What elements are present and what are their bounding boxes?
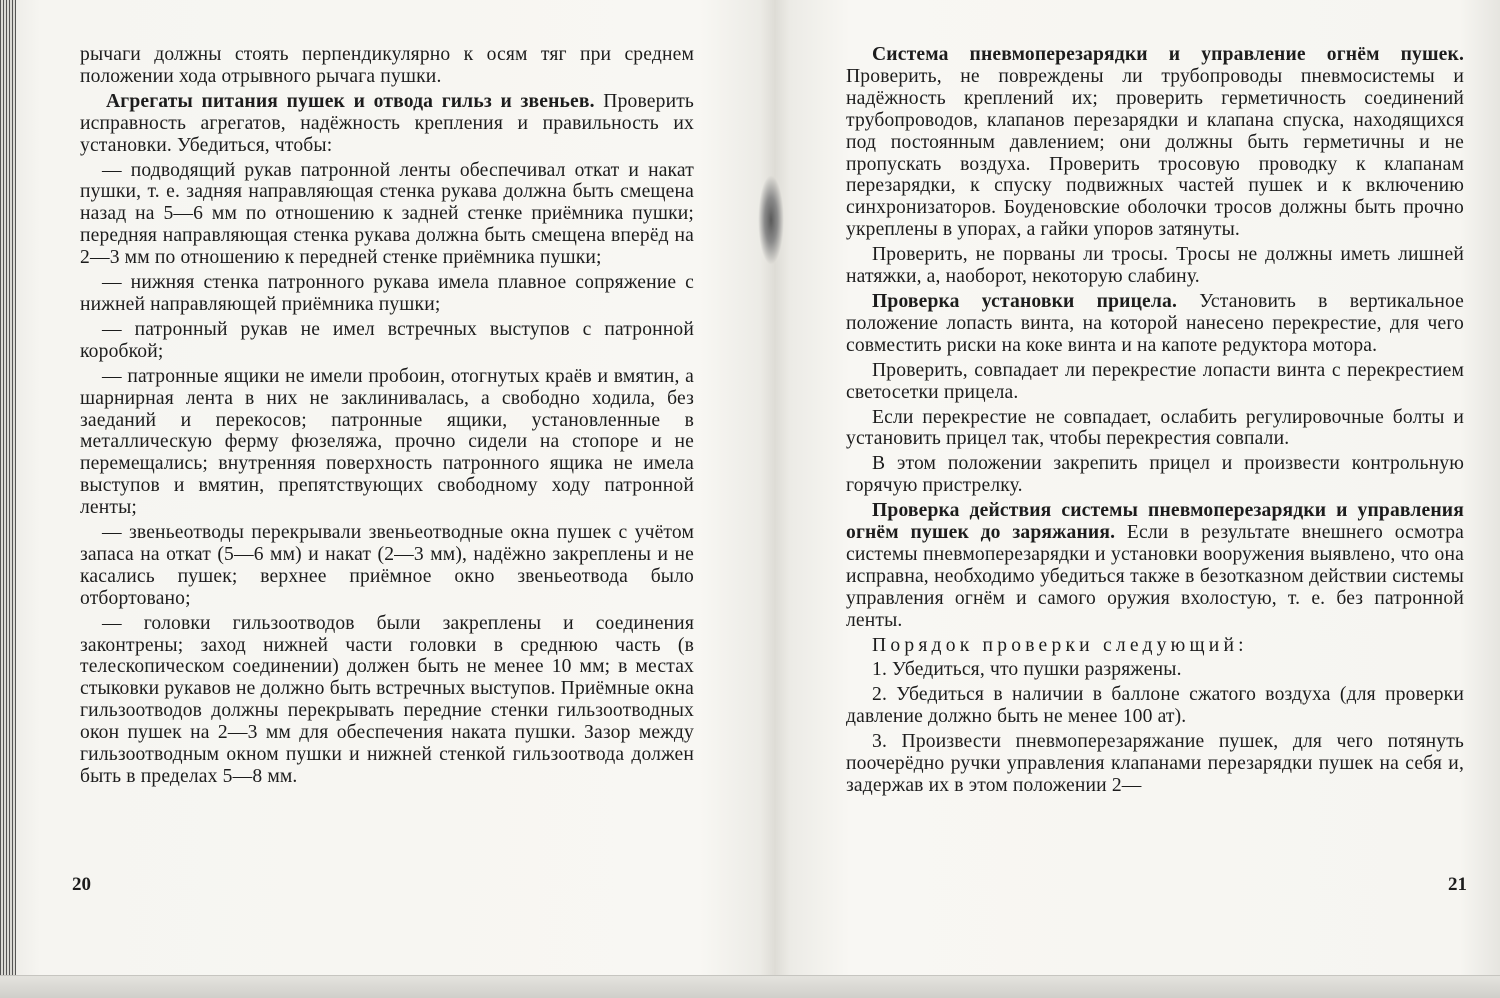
paragraph [80,91,694,157]
procedure-heading: Порядок проверки следующий: [872,634,1248,656]
paragraph-text: Если в результате внешнего осмотра системы пневмоперезарядки и установки вооружения выявлено, что она исправна, необходимо убедиться также в безотказном действии системы управления огнём и самого оружия вхолостую, т. е. без патронной ленты. [846,522,1464,631]
step-item: 1. Убедиться, что пушки разряжены. [872,659,1182,681]
step-item: 3. Произвести пневмоперезаряжание пушек, для чего потянуть поочерёдно ручки управления клапанами перезарядки пушек на себя и, задержав их в этом положении 2— [846,731,1464,796]
paragraph-text: Установить в вертикальное положение лопасть винта, на которой нанесено перекрестие, для чего совместить риски на коке винта и на капоте редуктора мотора. [846,290,1465,356]
section-heading: Проверка действия системы пневмоперезарядки и управления огнём пушек до заряжания. [846,500,1464,544]
list-item: — нижняя стенка патронного рукава имела плавное сопряжение с нижней направляющей приёмника пушки; [80,272,694,315]
page-number-right: 21 [1448,874,1467,895]
list-item: — головки гильзоотводов были закреплены и соединения законтрены; заход нижней части головки в среднюю часть (в телескопическом соединении) должен быть не менее 10 мм; в местах стыковки рукавов не должно быть встречных выступов. Приёмные окна гильзоотводов должны перекрывать передние стенки гильзоотводных окон пушек на 2—3 мм для обеспечения наката пушки. Зазор между гильзоотводным окном пушки и нижней стенкой гильзоотвода должен быть в пределах 5—8 мм. [80,612,694,787]
paragraph [846,44,1464,241]
spine-binding-mark [758,175,784,265]
paragraph: В этом положении закрепить прицел и произвести контрольную горячую пристрелку. [846,453,1464,497]
paragraph: рычаги должны стоять перпендикулярно к осям тяг при среднем положении хода отрывного рычага пушки. [80,44,694,87]
list-item: — подводящий рукав патронной ленты обеспечивал откат и накат пушки, т. е. задняя направляющая стенка рукава должна быть смещена назад на 5—6 мм по отношению к задней стенке приёмника пушки; передняя направляющая стенка рукава должна быть смещена вперёд на 2—3 мм по отношению к передней стенке приёмника пушки; [80,159,694,269]
step-item: 2. Убедиться в наличии в баллоне сжатого воздуха (для проверки давление должно быть не менее 100 ат). [846,684,1464,728]
page-number-left: 20 [72,874,91,895]
page-stack-edge [0,0,16,998]
paragraph [846,500,1464,631]
list-item: — патронный рукав не имел встречных выступов с патронной коробкой; [80,318,694,362]
section-heading: Агрегаты питания пушек и отвода гильз и звеньев. [106,90,595,112]
paragraph-text: Проверить, не повреждены ли трубопроводы пневмосистемы и надёжность креплений их; проверить герметичность соединений трубопроводов, клапанов перезарядки и клапана спуска, находящихся под постоянным давлением; они должны быть герметичны и не пропускать воздуха. Проверить тросовую проводку к клапанам перезарядки, к спуску подвижных частей пушек и к включению синхронизаторов. Боуденовские оболочки тросов должны быть прочно укреплены в упорах, а гайки упоров затянуты. [846,65,1464,241]
paragraph: Проверить, совпадает ли перекрестие лопасти винта с перекрестием светосетки прицела. [846,359,1464,403]
page-bottom-edge [0,975,1500,998]
section-heading: Система пневмоперезарядки и управление огнём пушек. [872,44,1464,65]
section-heading: Проверка установки прицела. [872,290,1178,312]
left-page [80,44,694,788]
paragraph-text: Проверить исправность агрегатов, надёжность крепления и правильность их установки. Убедиться, чтобы: [80,90,694,156]
right-page [846,44,1464,797]
list-item: — патронные ящики не имели пробоин, отогнутых краёв и вмятин, а шарнирная лента в них не заклинивалась, а свободно ходила, без заеданий и перекосов; патронные ящики, установленные в металлическую ферму фюзеляжа, прочно сидели на стопоре и не перемещались; внутренняя поверхность патронного ящика не имела выступов и вмятин, препятствующих свободному ходу патронной ленты; [80,365,694,519]
paragraph: Если перекрестие не совпадает, ослабить регулировочные болты и установить прицел так, чтобы перекрестия совпали. [846,406,1464,450]
paragraph: Проверить, не порваны ли тросы. Тросы не должны иметь лишней натяжки, а, наоборот, некоторую слабину. [846,244,1464,288]
paragraph [846,291,1464,357]
list-item: — звеньеотводы перекрывали звеньеотводные окна пушек с учётом запаса на откат (5—6 мм) и накат (2—3 мм), надёжно закреплены и не касались пушек; верхнее приёмное окно звеньеотвода было отбортовано; [80,522,694,609]
